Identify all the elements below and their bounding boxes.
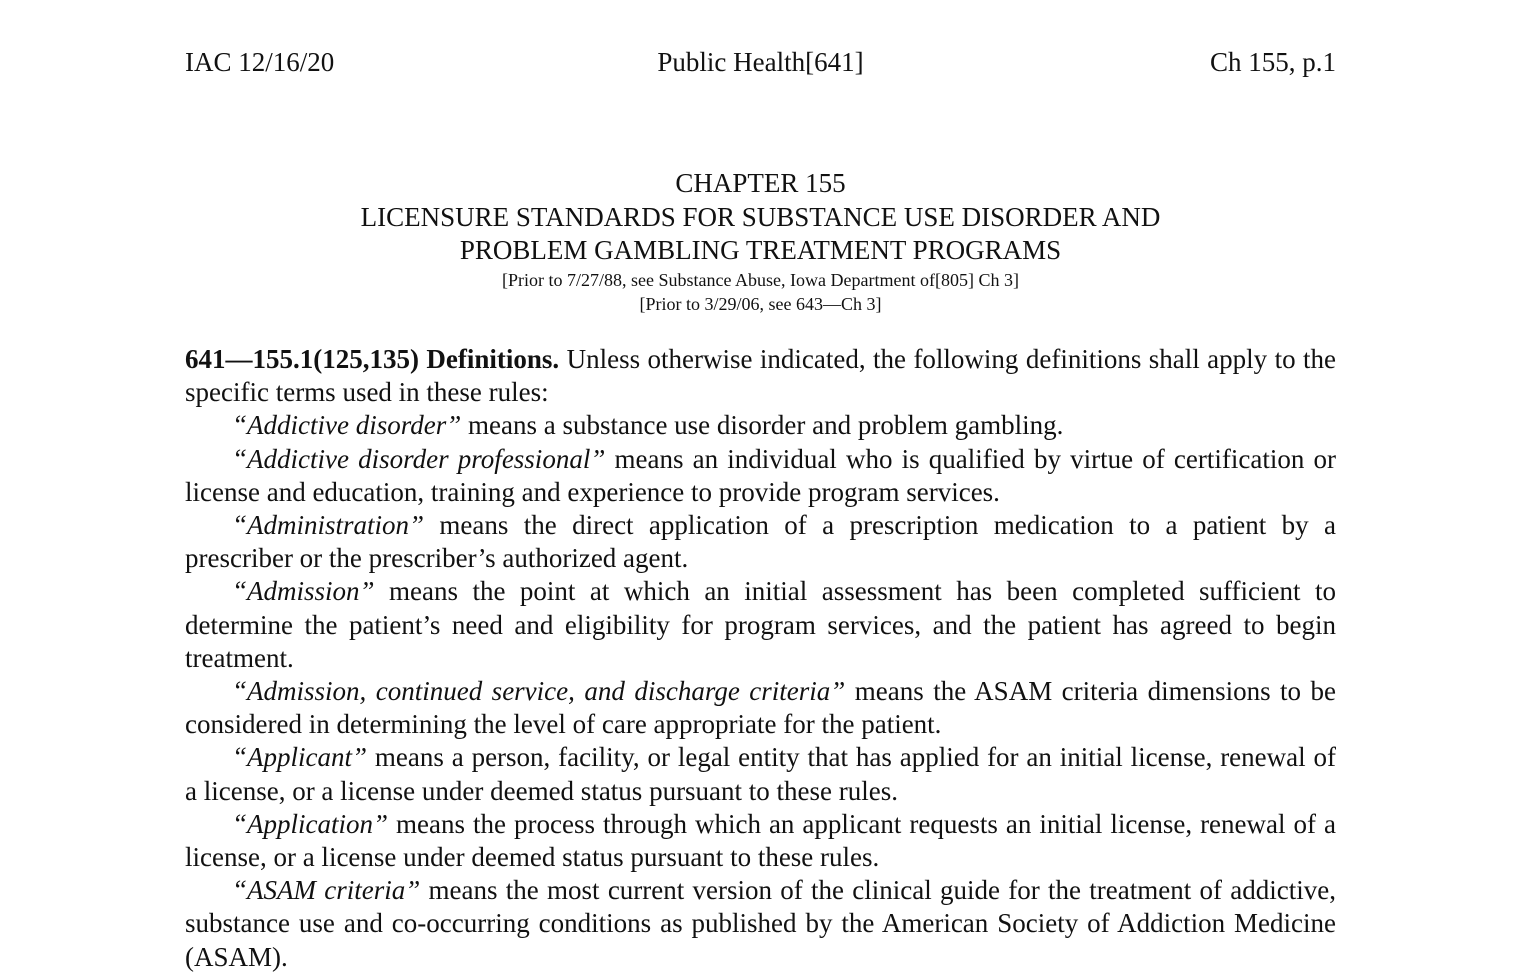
definition-text: means the point at which an initial assessment has been completed sufficient to determine the patient’s need and eligibility for program services, and the patient has agreed to begin treatment. <box>185 576 1336 673</box>
definition-paragraph <box>185 741 1336 807</box>
chapter-title-line-2: PROBLEM GAMBLING TREATMENT PROGRAMS <box>459 235 1062 265</box>
chapter-heading <box>185 167 1336 316</box>
definition-term: “Admission, continued service, and discharge criteria” <box>232 676 846 707</box>
header-publication-date: IAC 12/16/20 <box>185 47 335 77</box>
definition-paragraph <box>185 509 1336 575</box>
definition-text: means the direct application of a prescription medication to a patient by a prescriber or the prescriber’s authorized agent. <box>185 510 1336 574</box>
definition-text: means the most current version of the clinical guide for the treatment of addictive, substance use and co-occurring conditions as published by the American Society of Addiction Medicine (ASAM). <box>185 875 1336 972</box>
definition-paragraph <box>185 575 1336 675</box>
definition-paragraph <box>185 409 1336 442</box>
header-page-ref: Ch 155, p.1 <box>1209 47 1336 77</box>
rule-body <box>185 343 1336 974</box>
definition-term: “ASAM criteria” <box>232 875 421 906</box>
header-agency: Public Health[641] <box>657 47 864 77</box>
definition-text: means the ASAM criteria dimensions to be considered in determining the level of care appropriate for the patient. <box>185 676 1337 740</box>
rule-intro-paragraph <box>185 343 1336 409</box>
definition-text: means an individual who is qualified by virtue of certification or license and education, training and experience to provide program services. <box>185 443 1337 507</box>
rule-intro-text: Unless otherwise indicated, the following definitions shall apply to the specific terms used in these rules: <box>185 344 1336 408</box>
definition-paragraph <box>185 874 1336 974</box>
definition-term: “Applicant” <box>232 742 368 773</box>
prior-note-2: [Prior to 3/29/06, see 643—Ch 3] <box>639 293 882 314</box>
definition-text: means the process through which an applicant requests an initial license, renewal of a license, or a license under deemed status pursuant to these rules. <box>185 808 1336 873</box>
definition-term: “Admission” <box>232 576 375 607</box>
definition-paragraph <box>185 675 1336 741</box>
rule-heading: 641—155.1(125,135) Definitions. <box>185 344 560 374</box>
definition-paragraph <box>185 808 1336 874</box>
running-header <box>185 44 1336 80</box>
definition-term: “Addictive disorder” <box>232 410 462 441</box>
chapter-number: CHAPTER 155 <box>675 168 846 198</box>
definition-term: “Application” <box>232 808 389 839</box>
definition-paragraph <box>185 443 1336 509</box>
definition-text: means a substance use disorder and problem gambling. <box>461 410 1064 441</box>
definition-term: “Addictive disorder professional” <box>232 443 606 474</box>
definition-text: means a person, facility, or legal entity that has applied for an initial license, renewal of a license, or a license under deemed status pursuant to these rules. <box>185 742 1336 806</box>
chapter-title-line-1: LICENSURE STANDARDS FOR SUBSTANCE USE DISORDER AND <box>360 201 1161 232</box>
definition-term: “Administration” <box>232 510 425 541</box>
prior-note-1: [Prior to 7/27/88, see Substance Abuse, Iowa Department of[805] Ch 3] <box>502 269 1019 290</box>
